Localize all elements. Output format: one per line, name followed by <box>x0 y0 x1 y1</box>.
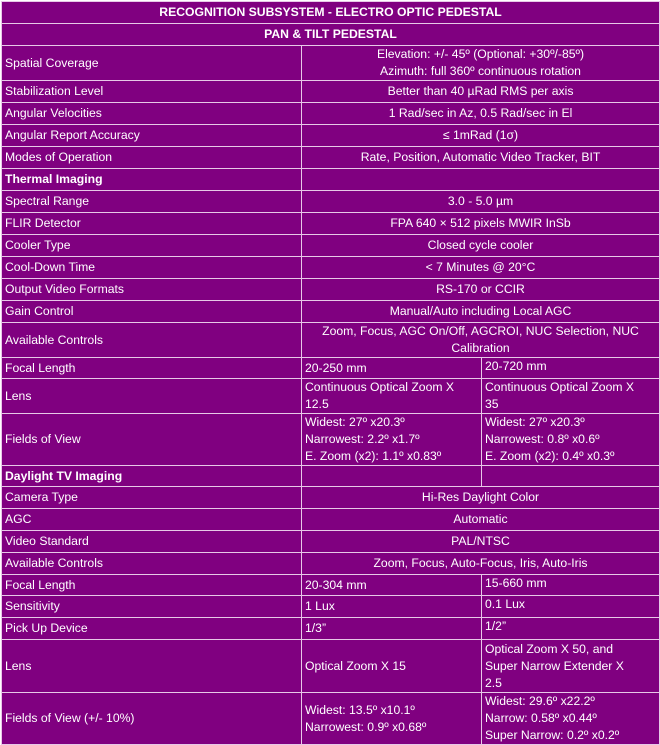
row-label: Lens <box>2 379 302 414</box>
row-value-col1: 20-304 mm <box>302 575 482 596</box>
row-label: Focal Length <box>2 575 302 596</box>
row-label: Focal Length <box>2 358 302 379</box>
daylight-heading-row <box>2 466 660 487</box>
row-value-col2 <box>482 640 660 693</box>
row-label: Available Controls <box>2 323 302 358</box>
table-row <box>2 640 660 693</box>
row-value: < 7 Minutes @ 20°C <box>302 257 660 279</box>
row-value-col2: 20-720 mm <box>482 358 660 379</box>
value-line: Narrowest: 2.2º x1.7º <box>305 432 420 446</box>
row-value: Manual/Auto including Local AGC <box>302 301 660 323</box>
row-value-col1: 20-250 mm <box>302 358 482 379</box>
row-label: Available Controls <box>2 553 302 575</box>
row-label: FLIR Detector <box>2 213 302 235</box>
table-row <box>2 81 660 103</box>
table-row <box>2 693 660 745</box>
row-value-col1 <box>302 379 482 414</box>
table-row <box>2 125 660 147</box>
row-label: Sensitivity <box>2 596 302 618</box>
row-value: FPA 640 × 512 pixels MWIR InSb <box>302 213 660 235</box>
row-value-col1 <box>302 414 482 466</box>
value-line: 12.5 <box>305 397 329 411</box>
row-value: Closed cycle cooler <box>302 235 660 257</box>
value-line: Widest: 27º x20.3º <box>485 415 585 429</box>
row-value-col1: Optical Zoom X 15 <box>302 640 482 693</box>
row-value: PAL/NTSC <box>302 531 660 553</box>
row-value: Automatic <box>302 509 660 531</box>
value-line: Calibration <box>451 341 510 355</box>
table-row <box>2 414 660 466</box>
value-line: Super Narrow: 0.2º x0.2º <box>485 728 620 742</box>
row-value <box>302 323 660 358</box>
daylight-heading: Daylight TV Imaging <box>2 466 302 487</box>
row-value: 3.0 - 5.0 µm <box>302 191 660 213</box>
value-line: Narrowest: 0.9º x0.68º <box>305 719 427 734</box>
table-row <box>2 553 660 575</box>
title-row <box>2 2 660 24</box>
row-value-col1: 1/3” <box>302 618 482 640</box>
row-label: Fields of View (+/- 10%) <box>2 693 302 745</box>
value-line: Narrow: 0.58º x0.44º <box>485 711 597 725</box>
spec-table <box>1 1 660 745</box>
value-line: Widest: 27º x20.3º <box>305 415 405 429</box>
value-line: Widest: 13.5º x10.1º <box>305 702 415 717</box>
value-line: 2.5 <box>485 675 502 690</box>
row-label: Spatial Coverage <box>2 46 302 81</box>
row-value-col2: 0.1 Lux <box>482 596 660 618</box>
value-line: E. Zoom (x2): 0.4º x0.3º <box>485 449 615 463</box>
value-line: Widest: 29.6º x22.2º <box>485 694 595 708</box>
row-label: Camera Type <box>2 487 302 509</box>
row-label: Video Standard <box>2 531 302 553</box>
empty-cell <box>302 466 482 487</box>
row-value: Zoom, Focus, Auto-Focus, Iris, Auto-Iris <box>302 553 660 575</box>
table-row <box>2 301 660 323</box>
value-line: Zoom, Focus, AGC On/Off, AGCROI, NUC Selection, NUC <box>322 324 639 338</box>
row-value: ≤ 1mRad (1σ) <box>302 125 660 147</box>
table-row <box>2 618 660 640</box>
table-row <box>2 509 660 531</box>
row-label: Cooler Type <box>2 235 302 257</box>
row-value <box>302 46 660 81</box>
row-value-col2 <box>482 693 660 745</box>
table-row <box>2 213 660 235</box>
row-label: Modes of Operation <box>2 147 302 169</box>
value-line: E. Zoom (x2): 1.1º x0.83º <box>305 449 442 463</box>
value-line: Super Narrow Extender X <box>485 658 624 673</box>
value-line: Continuous Optical Zoom X <box>305 380 455 394</box>
table-row <box>2 531 660 553</box>
row-value: Hi-Res Daylight Color <box>302 487 660 509</box>
empty-cell <box>482 466 660 487</box>
row-value-col1 <box>302 693 482 745</box>
pan-tilt-heading-row <box>2 24 660 46</box>
thermal-heading-row <box>2 169 660 191</box>
row-label: Output Video Formats <box>2 279 302 301</box>
table-row <box>2 487 660 509</box>
row-value: Rate, Position, Automatic Video Tracker, BIT <box>302 147 660 169</box>
empty-cell <box>302 169 660 191</box>
row-label: Angular Report Accuracy <box>2 125 302 147</box>
table-row <box>2 103 660 125</box>
row-label: Cool-Down Time <box>2 257 302 279</box>
table-row <box>2 379 660 414</box>
table-row <box>2 575 660 596</box>
row-label: Angular Velocities <box>2 103 302 125</box>
value-line: Continuous Optical Zoom X <box>485 380 635 394</box>
value-line: Azimuth: full 360º continuous rotation <box>380 64 581 78</box>
table-row <box>2 279 660 301</box>
row-label: Fields of View <box>2 414 302 466</box>
row-value-col2: 1/2” <box>482 618 660 640</box>
table-row <box>2 358 660 379</box>
value-line: 35 <box>485 397 499 411</box>
table-row <box>2 191 660 213</box>
row-label: Pick Up Device <box>2 618 302 640</box>
table-row <box>2 596 660 618</box>
table-row <box>2 46 660 81</box>
table-row <box>2 235 660 257</box>
row-value-col2 <box>482 379 660 414</box>
row-value-col2 <box>482 414 660 466</box>
row-value-col2: 15-660 mm <box>482 575 660 596</box>
value-line: Optical Zoom X 50, and <box>485 641 614 656</box>
value-line: Elevation: +/- 45º (Optional: +30º/-85º) <box>376 47 585 61</box>
row-label: Stabilization Level <box>2 81 302 103</box>
table-title: RECOGNITION SUBSYSTEM - ELECTRO OPTIC PEDESTAL <box>2 2 660 24</box>
row-value-col1: 1 Lux <box>302 596 482 618</box>
row-label: Spectral Range <box>2 191 302 213</box>
thermal-heading: Thermal Imaging <box>2 169 302 191</box>
value-line: Narrowest: 0.8º x0.6º <box>485 432 600 446</box>
table-row <box>2 257 660 279</box>
row-value: RS-170 or CCIR <box>302 279 660 301</box>
pan-tilt-heading: PAN & TILT PEDESTAL <box>2 24 660 46</box>
table-row <box>2 147 660 169</box>
row-label: AGC <box>2 509 302 531</box>
table-row <box>2 323 660 358</box>
row-label: Gain Control <box>2 301 302 323</box>
row-label: Lens <box>2 640 302 693</box>
row-value: Better than 40 µRad RMS per axis <box>302 81 660 103</box>
row-value: 1 Rad/sec in Az, 0.5 Rad/sec in El <box>302 103 660 125</box>
